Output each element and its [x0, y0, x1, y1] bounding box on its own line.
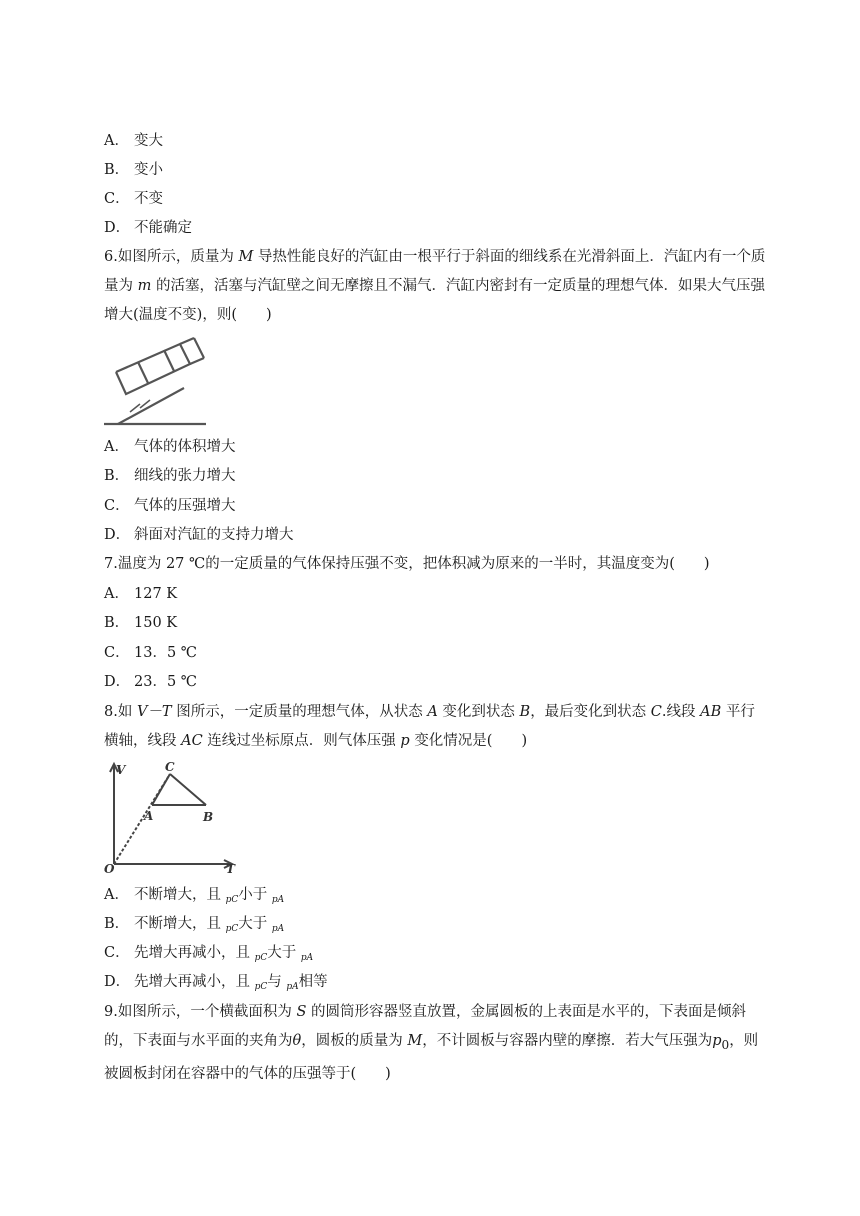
cylinder-extension-top	[180, 338, 194, 344]
q8-stem: 8.如 V－T 图所示，一定质量的理想气体，从状态 A 变化到状态 B，最后变化到状态 C.线段 AB 平行横轴，线段 AC 连线过坐标原点．则气体压强 p 变化情况是( )	[104, 704, 755, 749]
q9-stem: 9.如图所示，一个横截面积为 S 的圆筒形容器竖直放置，金属圆板的上表面是水平的，下表面是倾斜的，下表面与水平面的夹角为θ，圆板的质量为 M，不计圆板与容器内壁的摩擦．若大气压强为$p_0$，则被圆板封闭在容器中的气体的压强等于( )	[104, 1004, 759, 1082]
label-t: T	[226, 862, 235, 875]
q7-option-c: C． 13．5 ℃	[104, 645, 198, 661]
q5-option-a: A． 变大	[104, 133, 163, 149]
piston-left	[138, 362, 148, 383]
q5-option-c: C． 不变	[104, 191, 163, 207]
segment-cb	[170, 774, 206, 805]
q6-option-d: D． 斜面对汽缸的支持力增大	[104, 527, 294, 543]
piston-right	[164, 350, 174, 371]
q7-stem: 7.温度为 27 ℃的一定质量的气体保持压强不变，把体积减为原来的一半时，其温度变为( )	[104, 556, 710, 572]
cylinder-body	[116, 344, 190, 394]
cylinder-extension-bottom	[190, 358, 204, 364]
q8-option-b: B． 不断增大，且 $_{pC}$大于 $_{pA}$	[104, 916, 285, 934]
q5-option-b: B． 变小	[104, 162, 163, 178]
q7-option-a: A． 127 K	[104, 586, 178, 602]
cylinder-extension-end	[194, 338, 204, 358]
label-v: V	[116, 763, 126, 777]
q8-vt-graph-figure	[100, 760, 240, 875]
label-b: B	[203, 810, 214, 824]
label-o: O	[104, 862, 115, 875]
q7-option-b: B． 150 K	[104, 615, 178, 631]
q6-option-a: A． 气体的体积增大	[104, 439, 236, 455]
q6-option-c: C． 气体的压强增大	[104, 498, 236, 514]
q6-option-b: B． 细线的张力增大	[104, 468, 236, 484]
q6-cylinder-incline-figure	[100, 336, 210, 426]
q8-option-d: D． 先增大再减小，且 $_{pC}$与 $_{pA}$相等	[104, 974, 328, 992]
q8-option-a: A． 不断增大，且 $_{pC}$小于 $_{pA}$	[104, 887, 285, 905]
q7-option-d: D． 23．5 ℃	[104, 674, 198, 690]
label-c: C	[165, 760, 175, 774]
q5-option-d: D． 不能确定	[104, 220, 192, 236]
segment-ac	[152, 774, 170, 805]
q6-stem: 6.如图所示，质量为 M 导热性能良好的汽缸由一根平行于斜面的细线系在光滑斜面上．汽缸内有一个质量为 m 的活塞，活塞与汽缸壁之间无摩擦且不漏气．汽缸内密封有一定质量的理想气体．如果大气压强增大(温度不变)，则( )	[104, 249, 766, 323]
hatch	[130, 404, 140, 412]
q8-option-c: C． 先增大再减小，且 $_{pC}$大于 $_{pA}$	[104, 945, 314, 963]
label-a: A	[144, 809, 154, 823]
